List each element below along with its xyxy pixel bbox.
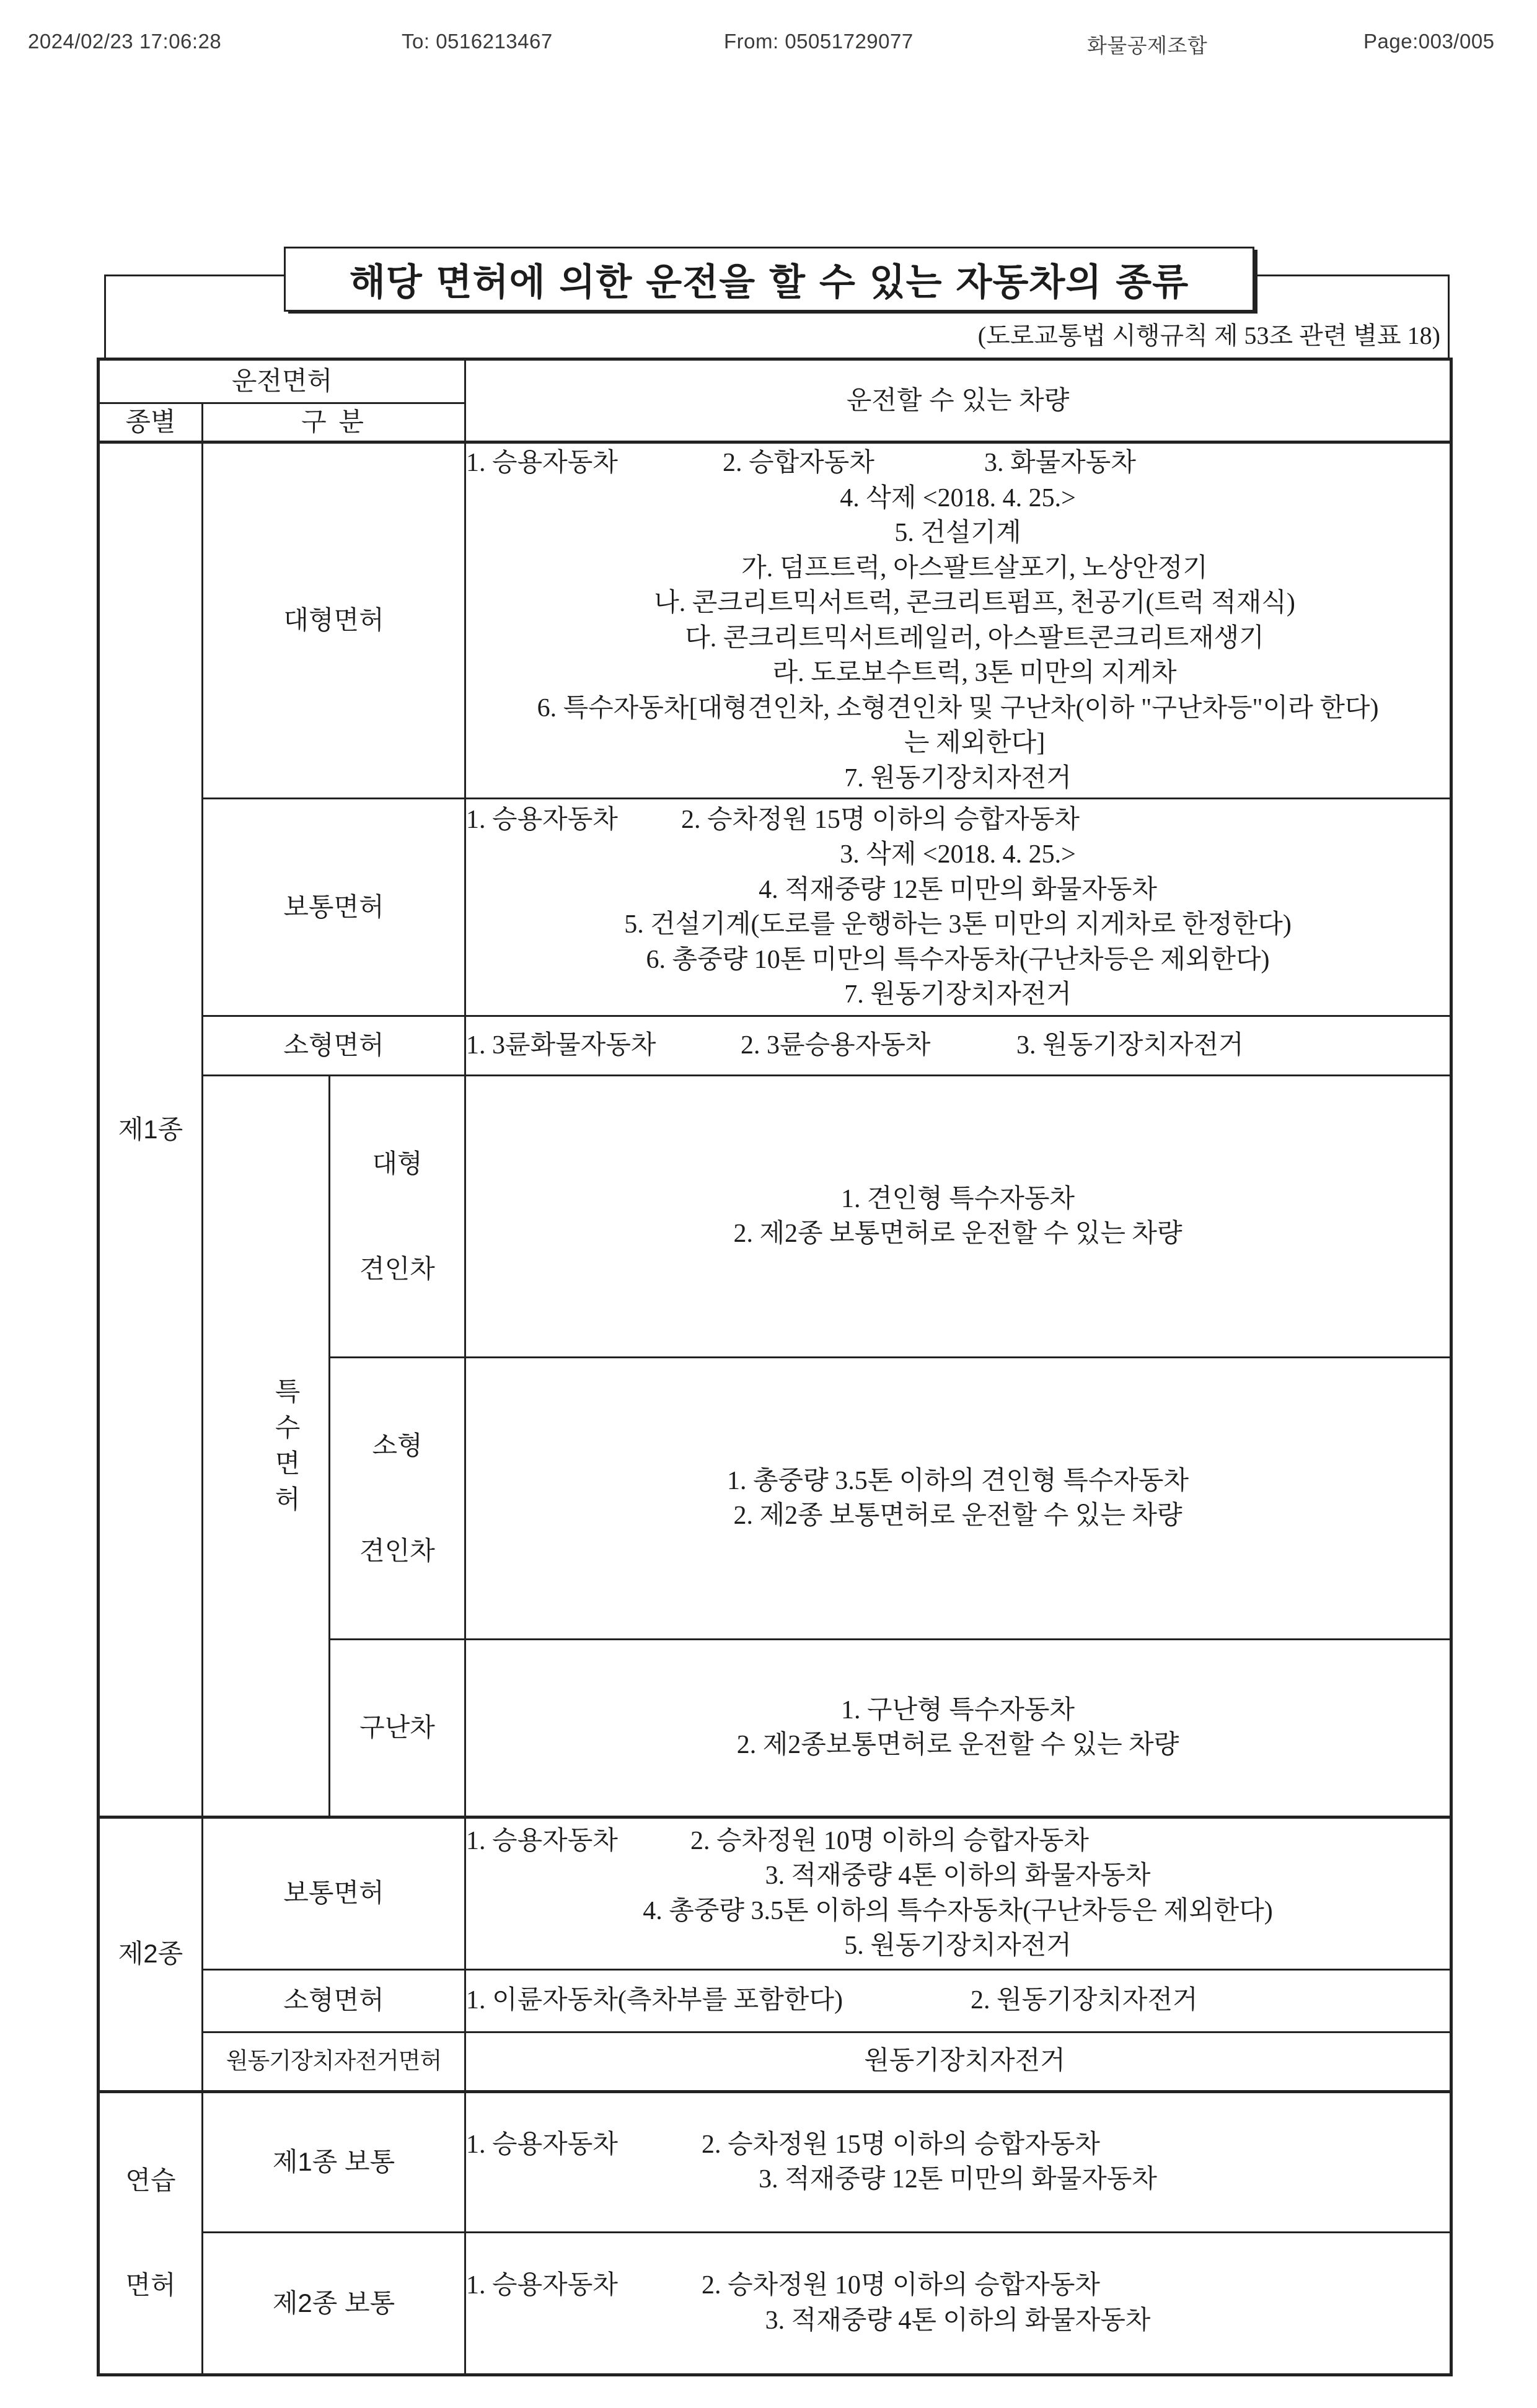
- class2-small-label: 소형면허: [203, 1969, 465, 2032]
- document-title: 해당 면허에 의한 운전을 할 수 있는 자동차의 종류: [349, 260, 1189, 304]
- class1-normal-label: 보통면허: [203, 799, 465, 1016]
- vehicle-line: 4. 적재중량 12톤 미만의 화물자동차: [759, 875, 1157, 904]
- vehicle-line: 1. 구난형 특수자동차: [840, 1695, 1075, 1725]
- vehicle-item: 1. 승용자동차: [466, 805, 618, 834]
- header-vehicles: 운전할 수 있는 차량: [465, 359, 1451, 442]
- vehicle-line: [466, 2127, 1450, 2163]
- large-tow-label-line: 대형: [372, 1149, 423, 1178]
- vehicle-item: 1. 승용자동차: [466, 2271, 618, 2300]
- fax-datetime: 2024/02/23 17:06:28: [28, 30, 222, 53]
- vehicle-line: 7. 원동기장치자전거: [844, 763, 1072, 793]
- learner-label: [99, 2091, 203, 2375]
- vehicle-subline: 라. 도로보수트럭, 3톤 미만의 지게차: [772, 659, 1177, 687]
- small-tow-label: [330, 1358, 465, 1640]
- class1-small-label: 소형면허: [203, 1016, 465, 1076]
- table-row: [99, 2091, 1451, 2233]
- vehicle-line: 5. 건설기계: [894, 519, 1021, 547]
- class1-label: 제1종: [99, 442, 203, 1817]
- special-license-vertical-text: 특수면허: [275, 1377, 301, 1514]
- vehicle-line: 2. 제2종 보통면허로 운전할 수 있는 차량: [733, 1501, 1182, 1530]
- learner-class2-label: 제2종 보통: [203, 2233, 465, 2375]
- vehicle-line: 원동기장치자전거: [864, 2047, 1065, 2076]
- wrecker-vehicles: [465, 1640, 1451, 1817]
- large-tow-label-line: 견인차: [359, 1254, 435, 1283]
- vehicle-item: 1. 3륜화물자동차: [466, 1031, 656, 1060]
- vehicle-item: 2. 원동기장치자전거: [971, 1986, 1198, 2015]
- table-row: [99, 1076, 1451, 1358]
- vehicle-line: [466, 2268, 1450, 2303]
- table-row: [99, 1817, 1451, 1969]
- class2-moped-label: 원동기장치자전거면허: [203, 2032, 465, 2091]
- class1-large-label: 대형면허: [203, 442, 465, 799]
- class1-small-vehicles: [465, 1016, 1451, 1076]
- vehicle-item: 2. 승차정원 15명 이하의 승합자동차: [702, 2130, 1100, 2159]
- table-row: [99, 799, 1451, 1016]
- vehicle-item: 1. 승용자동차: [466, 2130, 618, 2159]
- document-subtitle: (도로교통법 시행규칙 제 53조 관련 별표 18): [977, 322, 1440, 349]
- table-row: [99, 2032, 1451, 2091]
- vehicle-subline: 나. 콘크리트믹서트럭, 콘크리트펌프, 천공기(트럭 적재식): [654, 589, 1295, 617]
- vehicle-item: 3. 원동기장치자전거: [1016, 1031, 1244, 1060]
- vehicle-item: 2. 3륜승용자동차: [741, 1031, 931, 1060]
- header-license: 운전면허: [99, 359, 465, 403]
- vehicle-line: 3. 적재중량 4톤 이하의 화물자동차: [765, 1861, 1151, 1890]
- vehicle-item: 2. 승차정원 15명 이하의 승합자동차: [681, 805, 1080, 834]
- vehicle-line: 3. 적재중량 4톤 이하의 화물자동차: [765, 2306, 1151, 2335]
- vehicle-line: 4. 삭제 <2018. 4. 25.>: [840, 483, 1076, 512]
- class2-label: 제2종: [99, 1817, 203, 2091]
- class1-normal-vehicles: [465, 799, 1451, 1016]
- table-row: [99, 442, 1451, 799]
- vehicle-line: 4. 총중량 3.5톤 이하의 특수자동차(구난차등은 제외한다): [643, 1896, 1273, 1925]
- vehicle-line: 1. 총중량 3.5톤 이하의 견인형 특수자동차: [726, 1466, 1189, 1495]
- table-row: [99, 2233, 1451, 2375]
- fax-page-number: Page:003/005: [1363, 30, 1495, 53]
- vehicle-line: 7. 원동기장치자전거: [844, 980, 1072, 1009]
- class1-large-vehicles: [465, 442, 1451, 799]
- vehicle-line: 3. 적재중량 12톤 미만의 화물자동차: [759, 2165, 1157, 2194]
- vehicle-line: 2. 제2종 보통면허로 운전할 수 있는 차량: [733, 1219, 1182, 1248]
- fax-to-number: To: 0516213467: [402, 30, 553, 53]
- class2-normal-label: 보통면허: [203, 1817, 465, 1969]
- license-vehicle-table: [97, 358, 1453, 2376]
- header-division: 구 분: [203, 403, 465, 442]
- vehicle-item: 2. 승차정원 10명 이하의 승합자동차: [690, 1826, 1089, 1855]
- wrecker-label: [330, 1640, 465, 1817]
- vehicle-line: 5. 건설기계(도로를 운행하는 3톤 미만의 지게차로 한정한다): [624, 910, 1292, 939]
- learner-label-line: 연습: [125, 2165, 176, 2195]
- vehicle-line: 6. 특수자동차[대형견인차, 소형견인차 및 구난차(이하 "구난차등"이라 한다): [537, 693, 1379, 723]
- vehicle-item: 3. 화물자동차: [984, 449, 1136, 477]
- vehicle-subline: 가. 덤프트럭, 아스팔트살포기, 노상안정기: [741, 553, 1208, 582]
- vehicle-line: [466, 1028, 1450, 1063]
- vehicle-line: [466, 446, 1450, 481]
- learner-label-line: 면허: [125, 2270, 176, 2300]
- vehicle-item: 1. 승용자동차: [466, 1826, 618, 1855]
- vehicle-line: 3. 삭제 <2018. 4. 25.>: [840, 840, 1076, 869]
- class1-special-label: [203, 1076, 330, 1817]
- small-tow-label-line: 견인차: [359, 1536, 435, 1565]
- vehicle-item: 2. 승차정원 10명 이하의 승합자동차: [702, 2271, 1100, 2300]
- vehicle-line: [466, 1824, 1450, 1859]
- vehicle-line-continuation: 는 제외한다]: [904, 729, 1046, 757]
- fax-from-number: From: 05051729077: [724, 30, 914, 53]
- class2-normal-vehicles: [465, 1817, 1451, 1969]
- fax-sender-name: 화물공제조합: [1087, 34, 1208, 57]
- vehicle-line: [466, 802, 1450, 838]
- header-category: 종별: [99, 403, 203, 442]
- small-tow-label-line: 소형: [372, 1431, 423, 1460]
- title-box: [284, 247, 1254, 312]
- vehicle-item: 1. 이륜자동차(측차부를 포함한다): [466, 1986, 843, 2015]
- wrecker-label-line: 구난차: [359, 1713, 435, 1742]
- table-header-row: [99, 359, 1451, 403]
- table-row: [99, 1969, 1451, 2032]
- learner-class1-label: 제1종 보통: [203, 2091, 465, 2233]
- class2-small-vehicles: [465, 1969, 1451, 2032]
- vehicle-item: 1. 승용자동차: [466, 449, 618, 477]
- vehicle-line: 6. 총중량 10톤 미만의 특수자동차(구난차등은 제외한다): [646, 945, 1270, 974]
- vehicle-line: 1. 견인형 특수자동차: [840, 1184, 1075, 1213]
- vehicle-line: 2. 제2종보통면허로 운전할 수 있는 차량: [736, 1731, 1179, 1760]
- table-row: [99, 1016, 1451, 1076]
- large-tow-label: [330, 1076, 465, 1358]
- vehicle-item: 2. 승합자동차: [723, 449, 874, 477]
- vehicle-line: [466, 1983, 1450, 2018]
- vehicle-line: 5. 원동기장치자전거: [844, 1931, 1072, 1960]
- small-tow-vehicles: [465, 1358, 1451, 1640]
- vehicle-subline: 다. 콘크리트믹서트레일러, 아스팔트콘크리트재생기: [685, 623, 1264, 653]
